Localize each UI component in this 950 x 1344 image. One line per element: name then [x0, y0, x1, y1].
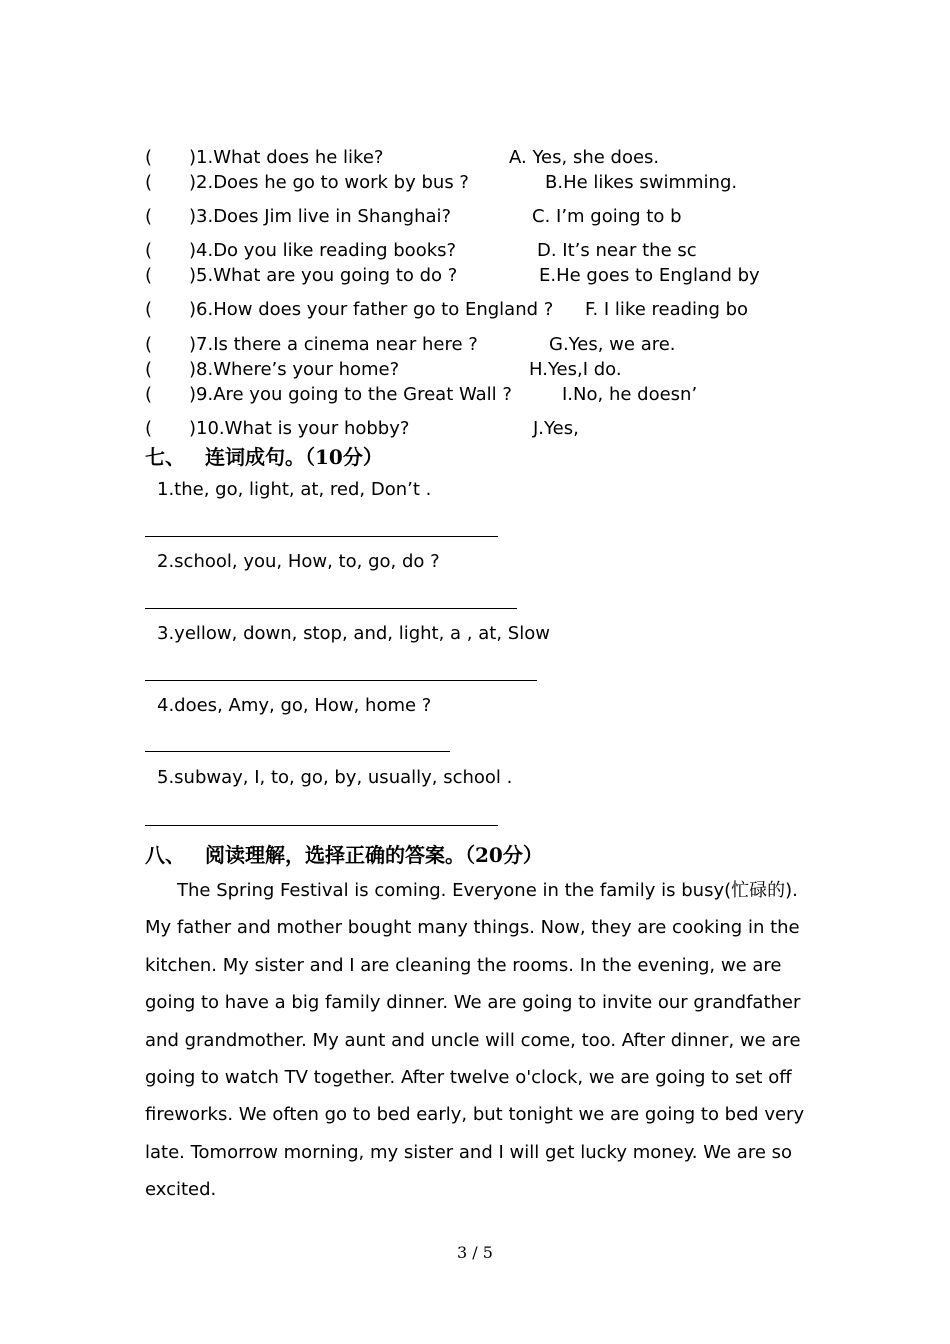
page-number: 3 / 5: [457, 1243, 493, 1262]
match-question: )1.What does he like?: [189, 147, 384, 168]
answer-line-2[interactable]: [145, 608, 517, 609]
answer-line-4[interactable]: [145, 751, 450, 752]
match-answer: E.He goes to England by: [539, 265, 760, 286]
match-question: )4.Do you like reading books?: [189, 240, 457, 261]
match-answer: D. It’s near the sc: [537, 240, 697, 261]
section-8-heading: [145, 839, 543, 868]
match-question: )5.What are you going to do ?: [189, 265, 458, 286]
sentence-prompt-2: 2.school, you, How, to, go, do ?: [157, 551, 440, 572]
answer-blank[interactable]: (: [145, 240, 153, 261]
match-answer: B.He likes swimming.: [545, 172, 738, 193]
answer-blank[interactable]: (: [145, 359, 153, 380]
answer-blank[interactable]: (: [145, 418, 153, 439]
sentence-prompt-1: 1.the, go, light, at, red, Don’t .: [157, 479, 432, 500]
match-answer: G.Yes, we are.: [549, 334, 676, 355]
match-question: )3.Does Jim live in Shanghai?: [189, 206, 452, 227]
sentence-prompt-4: 4.does, Amy, go, How, home ?: [157, 695, 432, 716]
match-answer: F. I like reading bo: [585, 299, 749, 320]
answer-line-5[interactable]: [145, 825, 498, 826]
match-answer: I.No, he doesn’: [562, 384, 698, 405]
answer-line-1[interactable]: [145, 536, 498, 537]
section-7-heading: [145, 441, 383, 470]
match-question: )10.What is your hobby?: [189, 418, 410, 439]
sentence-prompt-3: 3.yellow, down, stop, and, light, a , at, Slow: [157, 623, 550, 644]
match-question: )7.Is there a cinema near here ?: [189, 334, 478, 355]
section-number: 七、: [145, 445, 185, 469]
match-answer: C. I’m going to b: [532, 206, 682, 227]
sentence-prompt-5: 5.subway, I, to, go, by, usually, school .: [157, 767, 513, 788]
match-question: )6.How does your father go to England ?: [189, 299, 554, 320]
answer-blank[interactable]: (: [145, 147, 153, 168]
answer-blank[interactable]: (: [145, 265, 153, 286]
answer-blank[interactable]: (: [145, 299, 153, 320]
answer-line-3[interactable]: [145, 680, 537, 681]
answer-blank[interactable]: (: [145, 172, 153, 193]
match-question: )2.Does he go to work by bus ?: [189, 172, 469, 193]
section-number: 八、: [145, 843, 185, 867]
reading-passage: The Spring Festival is coming. Everyone in the family is busy(忙碌的). My father and mother bought many things. Now, they are cooking in the kitchen. My sister and I are cleaning the rooms. In the evening, we are going to have a big family dinner. We are going to invite our grandfather and grandmother. My aunt and uncle will come, too. After dinner, we are going to watch TV together. After twelve o'clock, we are going to set off fireworks. We often go to bed early, but tonight we are going to bed very late. Tomorrow morning, my sister and I will get lucky money. We are so excited.: [145, 880, 805, 1201]
section-title: 连词成句。（10分）: [205, 445, 383, 469]
match-answer: A. Yes, she does.: [509, 147, 660, 168]
match-question: )8.Where’s your home?: [189, 359, 400, 380]
answer-blank[interactable]: (: [145, 206, 153, 227]
answer-blank[interactable]: (: [145, 384, 153, 405]
answer-blank[interactable]: (: [145, 334, 153, 355]
match-answer: J.Yes,: [533, 418, 579, 439]
match-question: )9.Are you going to the Great Wall ?: [189, 384, 512, 405]
match-answer: H.Yes,I do.: [529, 359, 622, 380]
section-title: 阅读理解，选择正确的答案。（20分）: [205, 843, 543, 867]
